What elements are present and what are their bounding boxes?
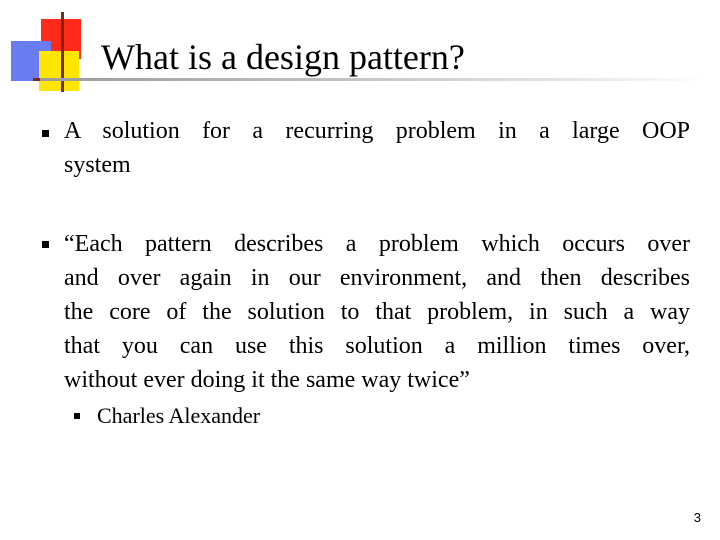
quote-line: that you can use this solution a million times over, [64,333,690,359]
bullet-marker [42,241,49,248]
quote-line: “Each pattern describes a problem which occurs over [64,231,690,257]
slide-title: What is a design pattern? [101,37,465,77]
quote-line: without ever doing it the same way twice” [64,367,470,393]
page-number: 3 [693,510,701,525]
quote-line: and over again in our environment, and then describes [64,265,690,291]
quote-line: the core of the solution to that problem, in such a way [64,299,690,325]
bullet-line: A solution for a recurring problem in a large OOP [64,118,690,144]
sub-bullet-marker [74,413,80,419]
bullet-marker [42,130,49,137]
bullet-text [64,114,690,182]
sub-bullet-text: Charles Alexander [97,403,261,428]
bullet-line: system [64,152,131,178]
quote-text [64,227,690,397]
